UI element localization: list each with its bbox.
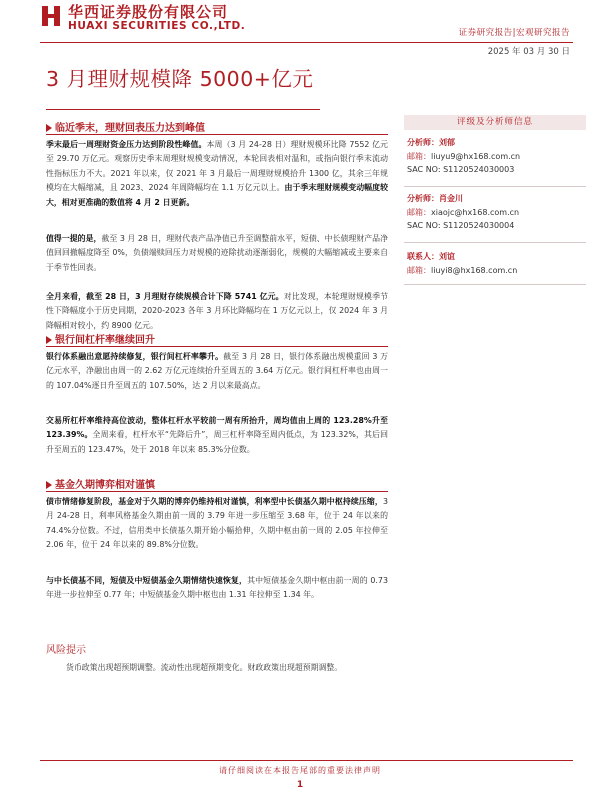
triangle-icon: [46, 336, 52, 344]
panel-divider: [404, 242, 586, 243]
contact-card: 联系人：刘谊 邮箱：liuyi8@hx168.com.cn: [407, 252, 518, 275]
company-logo-icon: [40, 4, 62, 28]
paragraph: 债市情绪修复阶段，基金对于久期的博弈仍维持相对谨慎，利率型中长债基久期中枢持续压缩，3 月 24-28 日，利率风格基金久期由前一周的 3.79 年进一步压缩至 3.68 年，位于 24 年以来的 74.4%分位数。不过，信用类中长债基久期开始小幅拾伸，久期中枢由前一周的 2.05 年拉伸至 2.06 年，位于 24 年以来的 89.8%分位数。: [46, 497, 388, 550]
triangle-icon: [46, 124, 52, 132]
paragraph: 全月来看，截至 28 日，3 月理财存续规模合计下降 5741 亿元。对比发现，本轮理财规模季节性下降幅度小于历史同期，2020-2023 各年 3 月环比降幅均在 1 万亿元以上，仅 2024 年 3 月降幅相对较小，约 8900 亿元。: [46, 292, 388, 330]
section-heading: 银行间杠杆率继续回升: [46, 331, 155, 346]
paragraph: 值得一提的是，截至 3 月 28 日，理财代表产品净值已升至调整前水平，短债、中长债理财产品净值回回撤幅度降至 0%，负债端赎回压力对规模的迹除扰动逐渐弱化，规模的大幅缩减或主要来自于季节性回表。: [46, 234, 388, 272]
panel-divider: [404, 186, 586, 187]
report-date: 2025 年 03 月 30 日: [487, 47, 570, 57]
section-heading: 临近季末，理财回表压力达到峰值: [46, 119, 205, 134]
section-divider: [46, 491, 388, 492]
footer-divider: [40, 760, 573, 761]
paragraph: 与中长债基不同，短债及中短债基金久期情绪快速恢复，其中短债基金久期中枢由前一周的 0.73 年进一步拉伸至 0.77 年；中短债基金久期中枢也由 1.31 年拉伸至 1.34 年。: [46, 576, 388, 600]
report-title: 3 月理财规模降 5000+亿元: [46, 67, 314, 91]
page-number: 1: [296, 780, 304, 790]
paragraph: 交易所杠杆率维持高位波动，整体杠杆水平较前一周有所抬升，周均值由上周的 123.28%升至 123.39%。全周来看，杠杆水平“先降后升”，周三杠杆率降至周内低点，为 123.32%，其后回升至周五的 123.47%，处于 2018 年以来 85.3%分位数。: [46, 416, 388, 454]
analyst-card: 分析师：肖金川 邮箱：xiaojc@hx168.com.cn SAC NO: S1120524030004: [407, 192, 519, 233]
contact-name: 联系人：刘谊: [407, 252, 455, 261]
header-divider: [40, 42, 573, 43]
company-name-cn: 华西证券股份有限公司: [68, 3, 229, 21]
contact-email-link[interactable]: liuyi8@hx168.com.cn: [431, 265, 518, 275]
footer-disclaimer: 请仔细阅读在本报告尾部的重要法律声明: [219, 766, 381, 775]
paragraph: 季末最后一周理财资金压力达到阶段性峰值。本周（3 月 24-28 日）理财规模环比降 7552 亿元至 29.70 万亿元。观察历史季末周理财规模变动情况，本轮回表相对温和，或指向银行季末流动性指标压力不大。2021 年以来，仅 2021 年 3 月最后一周理财规模拾升 1300 亿，其余三年规模均在大幅缩减，且 2023、2024 年周降幅均在 1.1 万亿元以上。由于季末理财规模变动幅度较大，相对更准确的数值将 4 月 2 日更新。: [46, 140, 388, 207]
triangle-icon: [46, 481, 52, 489]
report-type: 证券研究报告|宏观研究报告: [458, 28, 570, 38]
analyst-card: 分析师：刘郁 邮箱：liuyu9@hx168.com.cn SAC NO: S1120524030003: [407, 136, 520, 177]
paragraph: 银行体系融出意愿持续修复，银行间杠杆率攀升。截至 3 月 28 日，银行体系融出规模重回 3 万亿元水平，净融出由周一的 2.62 万亿元连续抬升至周五的 3.64 万亿元。银行间杠杆率也由周一的 107.04%逐日升至周五的 107.50%，达 2 月以来最高点。: [46, 352, 388, 390]
risk-text: 货币政策出现超预期调整。流动性出现超预期变化。财政政策出现超预期调整。: [66, 663, 343, 672]
analyst-email-link[interactable]: xiaojc@hx168.com.cn: [431, 207, 520, 217]
risk-heading: 风险提示: [46, 645, 86, 656]
analyst-name: 分析师：肖金川: [407, 194, 463, 203]
analyst-sac: SAC NO: S1120524030004: [407, 221, 515, 230]
section-divider: [46, 346, 388, 347]
section-divider: [46, 134, 388, 135]
company-name-en: HUAXI SECURITIES CO.,LTD.: [68, 20, 246, 32]
panel-divider: [404, 284, 586, 285]
analyst-panel-heading: 评级及分析师信息: [404, 115, 586, 130]
analyst-name: 分析师：刘郁: [407, 138, 455, 147]
analyst-email-link[interactable]: liuyu9@hx168.com.cn: [431, 151, 521, 161]
analyst-sac: SAC NO: S1120524030003: [407, 165, 515, 174]
section-heading: 基金久期博弈相对谨慎: [46, 476, 155, 491]
title-underline: [46, 109, 320, 110]
